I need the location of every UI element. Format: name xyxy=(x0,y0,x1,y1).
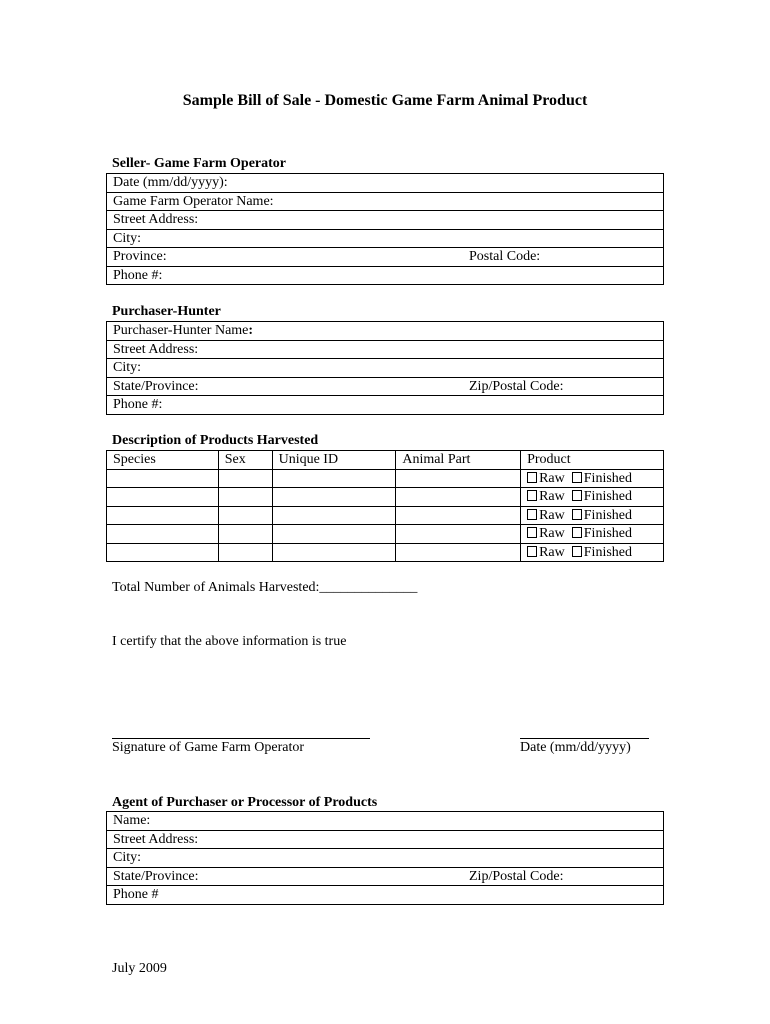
agent-phone-field[interactable]: Phone # xyxy=(107,886,664,905)
agent-table xyxy=(106,811,664,905)
product-cell xyxy=(521,525,664,544)
product-cell xyxy=(521,506,664,525)
certify-statement: I certify that the above information is true xyxy=(112,634,347,649)
species-cell[interactable] xyxy=(107,506,219,525)
purchaser-city-field[interactable]: City: xyxy=(107,359,664,378)
col-sex: Sex xyxy=(218,451,272,470)
sex-cell[interactable] xyxy=(218,543,272,562)
purchaser-street-field[interactable]: Street Address: xyxy=(107,340,664,359)
sex-cell[interactable] xyxy=(218,525,272,544)
purchaser-name-colon: : xyxy=(248,323,254,339)
agent-zip-label: Zip/Postal Code: xyxy=(469,868,564,884)
seller-province-row[interactable] xyxy=(107,248,664,267)
finished-checkbox[interactable] xyxy=(572,490,582,501)
raw-checkbox[interactable] xyxy=(527,509,537,520)
agent-state-label: State/Province: xyxy=(113,868,199,884)
unique-id-cell[interactable] xyxy=(272,525,396,544)
col-product: Product xyxy=(521,451,664,470)
raw-checkbox[interactable] xyxy=(527,472,537,483)
finished-checkbox[interactable] xyxy=(572,509,582,520)
unique-id-cell[interactable] xyxy=(272,506,396,525)
finished-label: Finished xyxy=(583,489,632,505)
purchaser-name-label: Purchaser-Hunter Name xyxy=(113,323,249,339)
seller-street-field[interactable]: Street Address: xyxy=(107,211,664,230)
purchaser-name-field[interactable] xyxy=(107,322,664,341)
animal-part-cell[interactable] xyxy=(396,488,521,507)
finished-label: Finished xyxy=(583,544,632,560)
animal-part-cell[interactable] xyxy=(396,525,521,544)
purchaser-heading: Purchaser-Hunter xyxy=(112,304,221,319)
sex-cell[interactable] xyxy=(218,506,272,525)
unique-id-cell[interactable] xyxy=(272,488,396,507)
signature-line[interactable] xyxy=(112,738,370,739)
raw-label: Raw xyxy=(539,470,565,486)
date-signature-line[interactable] xyxy=(520,738,649,739)
raw-label: Raw xyxy=(539,507,565,523)
raw-label: Raw xyxy=(539,544,565,560)
finished-label: Finished xyxy=(583,526,632,542)
product-cell xyxy=(521,488,664,507)
purchaser-state-label: State/Province: xyxy=(113,378,199,394)
agent-city-field[interactable]: City: xyxy=(107,849,664,868)
total-animals-field[interactable]: Total Number of Animals Harvested:______________ xyxy=(112,580,418,595)
seller-name-field[interactable]: Game Farm Operator Name: xyxy=(107,192,664,211)
table-row xyxy=(107,488,664,507)
finished-checkbox[interactable] xyxy=(572,546,582,557)
unique-id-cell[interactable] xyxy=(272,469,396,488)
date-signature-label: Date (mm/dd/yyyy) xyxy=(520,740,631,755)
raw-label: Raw xyxy=(539,526,565,542)
species-cell[interactable] xyxy=(107,543,219,562)
purchaser-state-row[interactable] xyxy=(107,377,664,396)
table-header-row xyxy=(107,451,664,470)
seller-city-field[interactable]: City: xyxy=(107,229,664,248)
products-table xyxy=(106,450,664,562)
col-animal-part: Animal Part xyxy=(396,451,521,470)
agent-street-field[interactable]: Street Address: xyxy=(107,830,664,849)
species-cell[interactable] xyxy=(107,525,219,544)
agent-heading: Agent of Purchaser or Processor of Products xyxy=(112,795,378,810)
footer-date: July 2009 xyxy=(112,961,167,976)
animal-part-cell[interactable] xyxy=(396,543,521,562)
seller-heading: Seller- Game Farm Operator xyxy=(112,156,287,171)
seller-table xyxy=(106,173,664,285)
signature-label: Signature of Game Farm Operator xyxy=(112,740,305,755)
products-heading: Description of Products Harvested xyxy=(112,433,319,448)
purchaser-zip-label: Zip/Postal Code: xyxy=(469,378,564,394)
finished-label: Finished xyxy=(583,470,632,486)
table-row xyxy=(107,543,664,562)
finished-label: Finished xyxy=(583,507,632,523)
animal-part-cell[interactable] xyxy=(396,469,521,488)
raw-checkbox[interactable] xyxy=(527,490,537,501)
sex-cell[interactable] xyxy=(218,469,272,488)
raw-checkbox[interactable] xyxy=(527,546,537,557)
seller-postal-label: Postal Code: xyxy=(469,249,541,265)
seller-date-field[interactable]: Date (mm/dd/yyyy): xyxy=(107,174,664,193)
unique-id-cell[interactable] xyxy=(272,543,396,562)
product-cell xyxy=(521,543,664,562)
table-row xyxy=(107,506,664,525)
sex-cell[interactable] xyxy=(218,488,272,507)
agent-state-row[interactable] xyxy=(107,867,664,886)
product-cell xyxy=(521,469,664,488)
animal-part-cell[interactable] xyxy=(396,506,521,525)
finished-checkbox[interactable] xyxy=(572,472,582,483)
table-row xyxy=(107,525,664,544)
col-unique-id: Unique ID xyxy=(272,451,396,470)
purchaser-table xyxy=(106,321,664,415)
finished-checkbox[interactable] xyxy=(572,527,582,538)
raw-checkbox[interactable] xyxy=(527,527,537,538)
seller-phone-field[interactable]: Phone #: xyxy=(107,266,664,285)
col-species: Species xyxy=(107,451,219,470)
agent-name-field[interactable]: Name: xyxy=(107,812,664,831)
raw-label: Raw xyxy=(539,489,565,505)
species-cell[interactable] xyxy=(107,469,219,488)
seller-province-label: Province: xyxy=(113,249,167,265)
species-cell[interactable] xyxy=(107,488,219,507)
table-row xyxy=(107,469,664,488)
document-title: Sample Bill of Sale - Domestic Game Farm Animal Product xyxy=(182,92,588,109)
purchaser-phone-field[interactable]: Phone #: xyxy=(107,396,664,415)
